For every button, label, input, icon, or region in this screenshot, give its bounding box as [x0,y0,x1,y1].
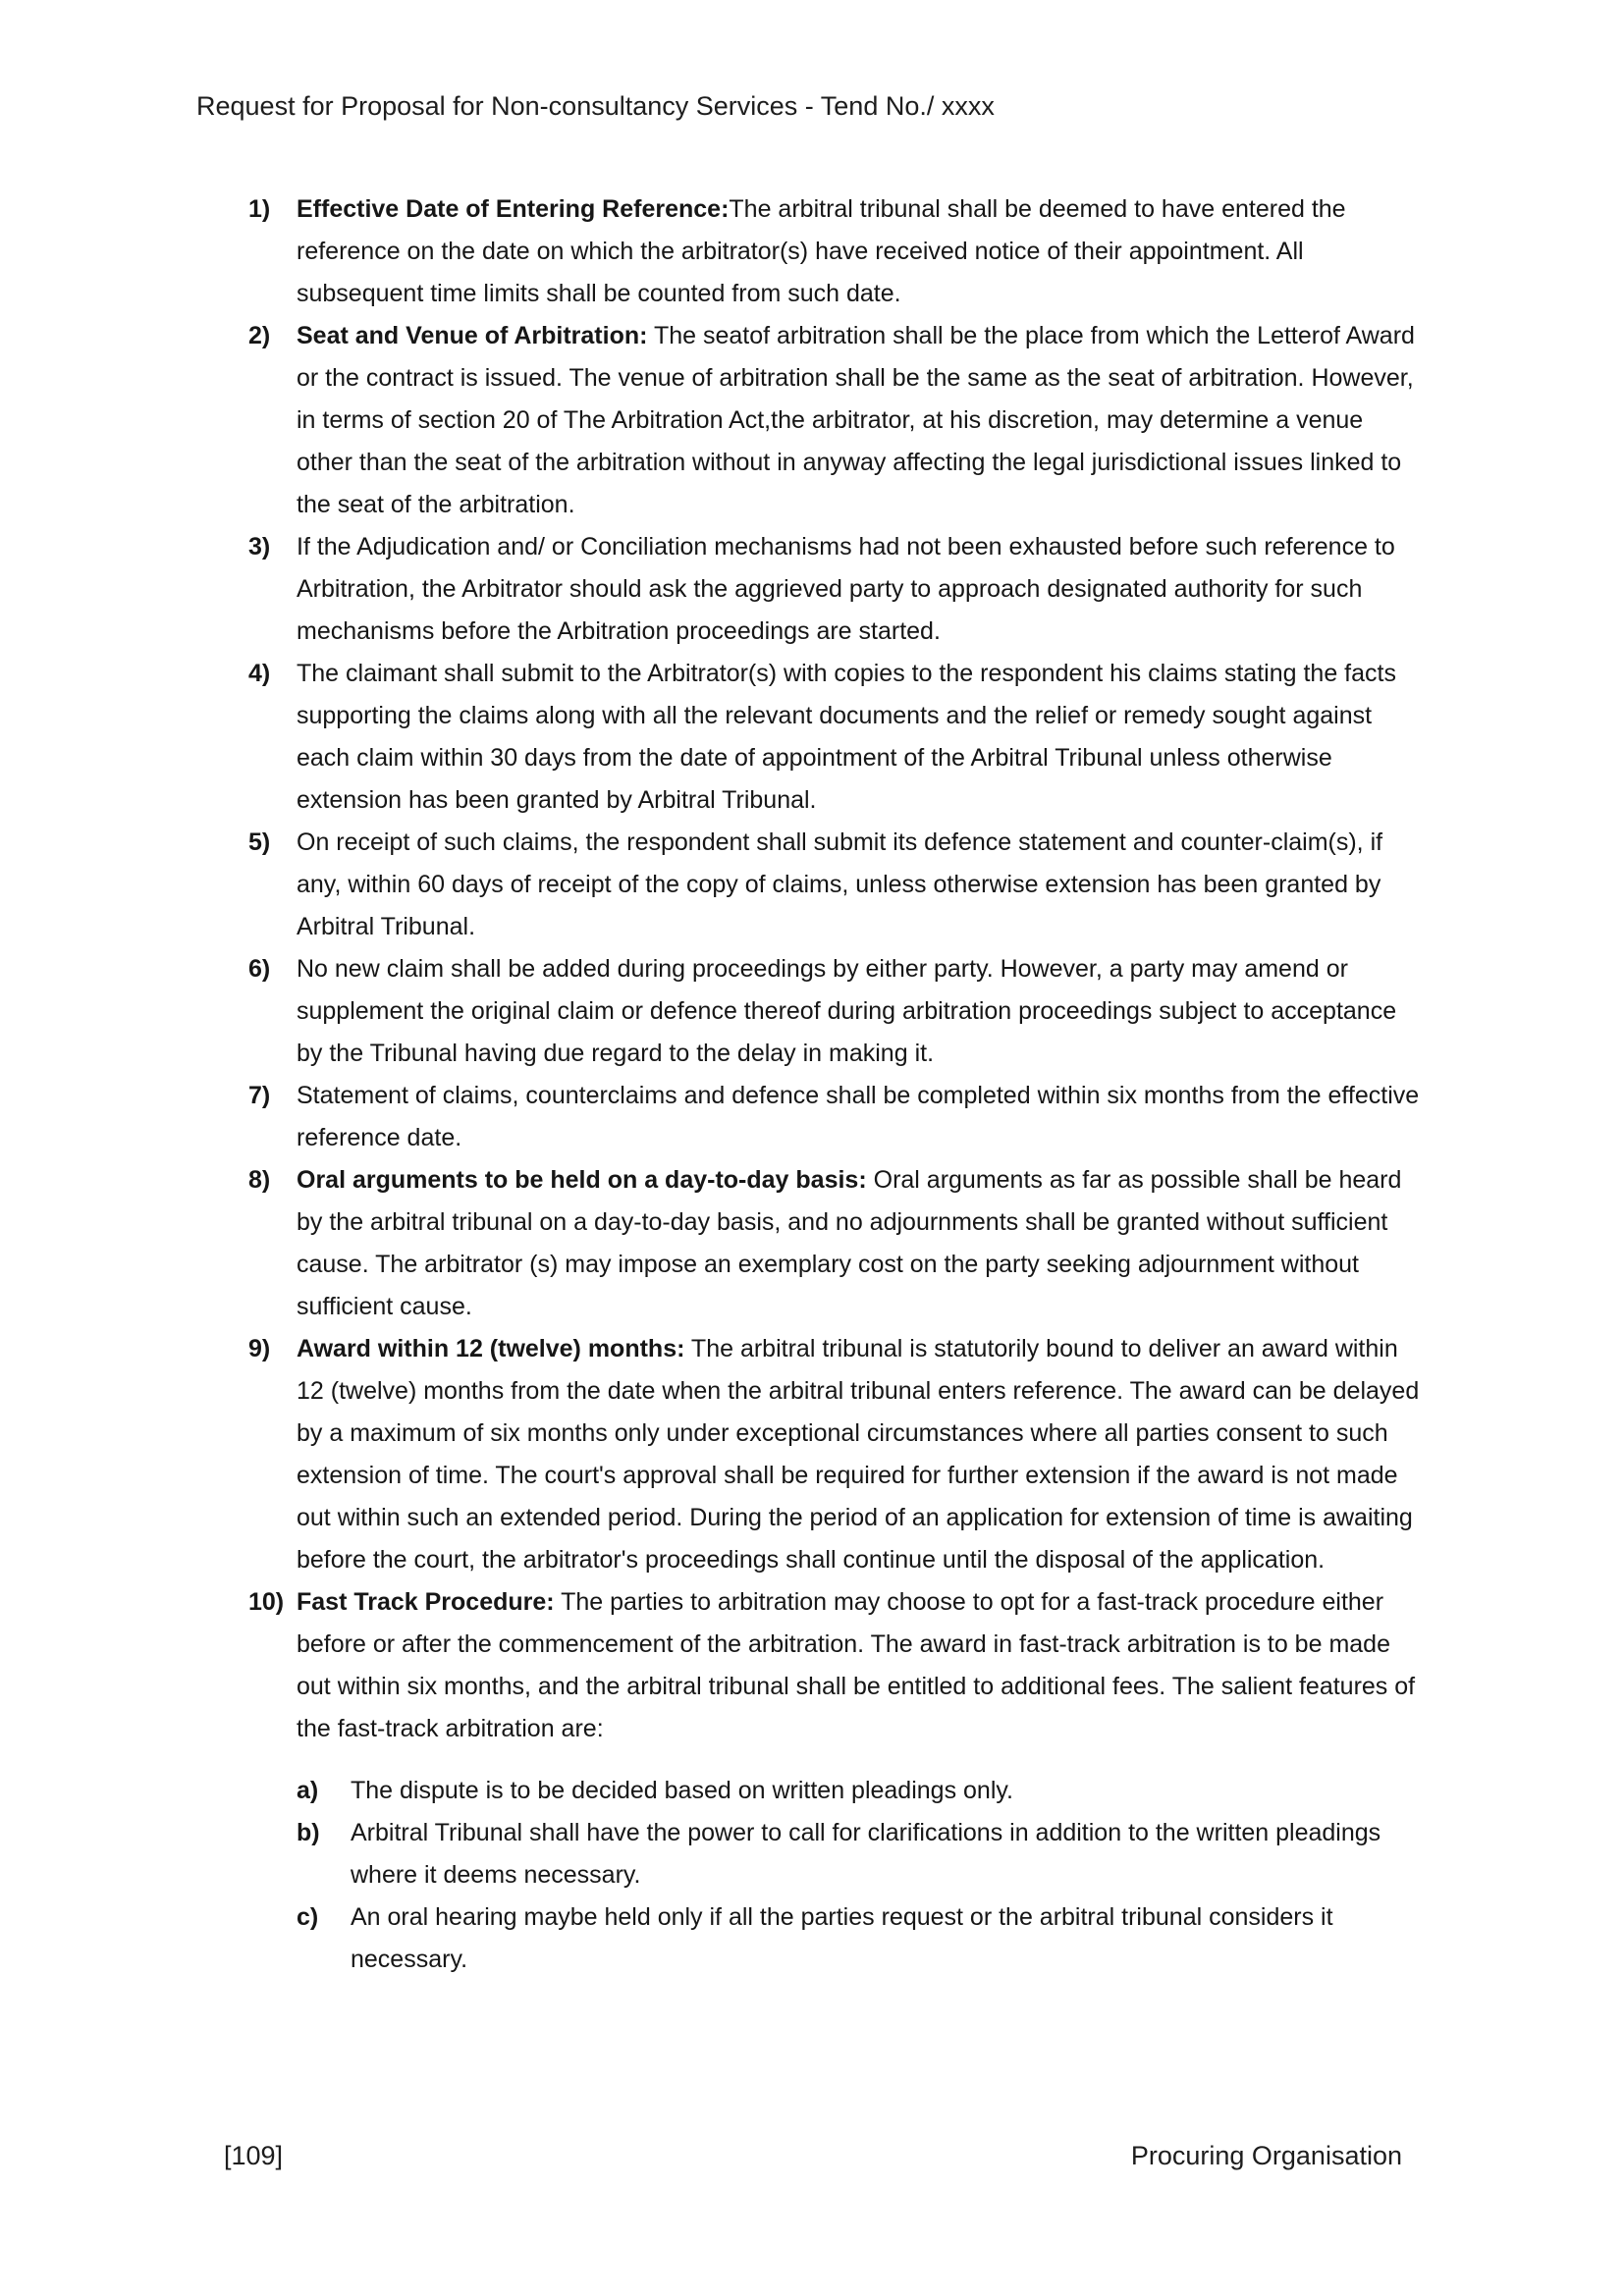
sub-list-item [297,1896,1423,1981]
sub-list-item-text: Arbitral Tribunal shall have the power to call for clarifications in addition to the written pleadings where it deems necessary. [351,1819,1381,1889]
list-item-text: The seatof arbitration shall be the place from which the Letterof Award or the contract is issued. The venue of arbitration shall be the same as the seat of arbitration. However, in terms of section 20 of The Arbitration Act,the arbitrator, at his discretion, may determine a venue other than the seat of the arbitration without in anyway affecting the legal jurisdictional issues linked to the seat of the arbitration. [297,322,1415,518]
sub-list-item-letter: b) [297,1819,320,1846]
sub-list-item-text: An oral hearing maybe held only if all the parties request or the arbitral tribunal considers it necessary. [351,1903,1333,1973]
list-item [248,1581,1423,1981]
list-item-text: No new claim shall be added during proceedings by either party. However, a party may amend or supplement the original claim or defence thereof during arbitration proceedings subject to acceptance by the Tribunal having due regard to the delay in making it. [297,955,1397,1067]
list-item-content [297,948,1423,1075]
list-item-label: Fast Track Procedure: [297,1588,555,1616]
numbered-list [248,188,1423,1981]
list-item-text: Statement of claims, counterclaims and defence shall be completed within six months from the effective reference date. [297,1082,1420,1151]
list-item [248,1328,1423,1581]
list-item-content [297,1159,1423,1328]
sub-list [297,1770,1423,1981]
list-item-content [297,1075,1423,1159]
list-item-label: Award within 12 (twelve) months: [297,1335,685,1362]
list-item [248,1159,1423,1328]
sub-list-item-letter: a) [297,1777,319,1804]
list-item-number: 8) [248,1166,271,1194]
page-number: [109] [224,2141,284,2170]
list-item [248,526,1423,653]
list-item-text: The claimant shall submit to the Arbitrator(s) with copies to the respondent his claims stating the facts supporting the claims along with all the relevant documents and the relief or remedy sought against each claim within 30 days from the date of appointment of the Arbitral Tribunal unless otherwise extension has been granted by Arbitral Tribunal. [297,660,1396,814]
list-item-label: Oral arguments to be held on a day-to-day basis: [297,1166,867,1194]
list-item-text: If the Adjudication and/ or Conciliation mechanisms had not been exhausted before such reference to Arbitration, the Arbitrator should ask the aggrieved party to approach designated authority for such mechanisms before the Arbitration proceedings are started. [297,533,1395,645]
page-footer [224,2140,1402,2171]
sub-list-item-text: The dispute is to be decided based on written pleadings only. [351,1777,1013,1804]
list-item-label: Effective Date of Entering Reference: [297,195,730,223]
list-item-number: 5) [248,828,271,856]
list-item-number: 2) [248,322,271,349]
sub-list-item [297,1812,1423,1896]
list-item [248,948,1423,1075]
list-item-content [297,526,1423,653]
list-item-content [297,188,1423,315]
list-item-content [297,1328,1423,1581]
list-item [248,653,1423,822]
list-item-number: 7) [248,1082,271,1109]
list-item-content [297,1581,1423,1981]
list-item-number: 9) [248,1335,271,1362]
list-item-label: Seat and Venue of Arbitration: [297,322,648,349]
list-item-number: 3) [248,533,271,561]
list-item-number: 10) [248,1588,285,1616]
list-item-text: The parties to arbitration may choose to opt for a fast-track procedure either before or after the commencement of the arbitration. The award in fast-track arbitration is to be made out within six months, and the arbitral tribunal shall be entitled to additional fees. The salient features of the fast-track arbitration are: [297,1588,1416,1742]
list-item-content [297,653,1423,822]
page-header: Request for Proposal for Non-consultancy Services - Tend No./ xxxx [196,91,995,121]
list-item-text: The arbitral tribunal shall be deemed to have entered the reference on the date on which the arbitrator(s) have received notice of their appointment. All subsequent time limits shall be counted from such date. [297,195,1346,307]
sub-list-item [297,1770,1423,1812]
footer-right-text: Procuring Organisation [1130,2141,1402,2170]
list-item-text: On receipt of such claims, the respondent shall submit its defence statement and counter-claim(s), if any, within 60 days of receipt of the copy of claims, unless otherwise extension has been granted by Arbitral Tribunal. [297,828,1383,940]
list-item-number: 1) [248,195,271,223]
list-item [248,315,1423,526]
list-item-number: 4) [248,660,271,687]
list-item-text: Oral arguments as far as possible shall be heard by the arbitral tribunal on a day-to-day basis, and no adjournments shall be granted without sufficient cause. The arbitrator (s) may impose an exemplary cost on the party seeking adjournment without sufficient cause. [297,1166,1402,1320]
list-item-text: The arbitral tribunal is statutorily bound to deliver an award within 12 (twelve) months from the date when the arbitral tribunal enters reference. The award can be delayed by a maximum of six months only under exceptional circumstances where all parties consent to such extension of time. The court's approval shall be required for further extension if the award is not made out within such an extended period. During the period of an application for extension of time is awaiting before the court, the arbitrator's proceedings shall continue until the disposal of the application. [297,1335,1420,1574]
list-item-number: 6) [248,955,271,983]
sub-list-item-letter: c) [297,1903,319,1931]
list-item-content [297,822,1423,948]
list-item [248,822,1423,948]
list-item [248,188,1423,315]
list-item-content [297,315,1423,526]
list-item [248,1075,1423,1159]
